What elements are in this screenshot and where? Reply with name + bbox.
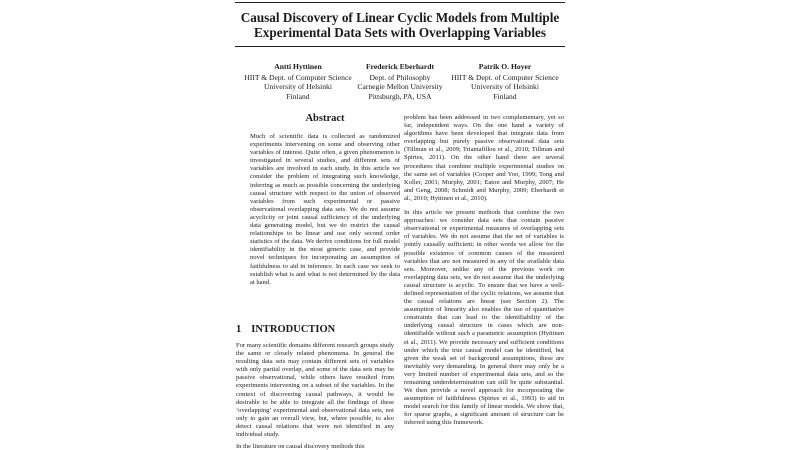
title-line-1: Causal Discovery of Linear Cyclic Models from Multiple [240,10,560,25]
author-name: Patrik O. Hoyer [478,62,532,71]
author-name: Antti Hyttinen [274,62,322,71]
author-affiliation: Finland [286,91,310,101]
section-number: 1 [236,324,242,335]
intro-text [236,342,394,450]
right-column [404,114,564,434]
author-affiliation: Carnegie Mellon University [357,82,443,91]
author-name: Frederick Eberhardt [366,62,434,71]
title-rule-bottom [235,46,565,47]
author-affiliation: HIIT & Dept. of Computer Science [244,72,352,82]
title-rule-top [235,2,565,3]
abstract-text: Much of scientific data is collected as randomized experiments intervening on some and observing other variables of interest. Quite often, a given phenomenon is investigated in several studies, and different sets of variables are involved in each study. In this article we consider the problem of integrating such knowledge, inferring as much as possible concerning the underlying causal structure with respect to the union of observed variables from such experimental or passive observational overlapping data sets. We do not assume acyclicity or joint causal sufficiency of the underlying data generating model, but we do restrict the causal relationships to be linear and use only second order statistics of the data. We derive conditions for full model identifiability in the most generic case, and provide novel techniques for incorporating an assumption of faithfulness to aid in inference. In each case we seek to establish what is and what is not determined by the data at hand. [250,133,400,286]
section-title: INTRODUCTION [251,324,336,335]
author-affiliation: Dept. of Philosophy [369,72,431,82]
abstract-heading: Abstract [305,113,345,124]
author-affiliation: HIIT & Dept. of Computer Science [451,72,559,82]
intro-paragraph: In the literature on causal discovery methods this [236,443,365,450]
body-paragraph: In this article we present methods that combine the two approaches: we consider data sets that contain passive observational or experimental measures of overlapping sets of variables. We do not assume that the set of variables is jointly causally sufficient; in other words we allow for the possible existence of common causes of the measured variables that are not measured in any of the available data sets. Moreover, unlike any of the previous work on overlapping data sets, we do not assume that the underlying causal structure is acyclic. To ensure that we have a well-defined representation of the cyclic relations, we assume that the causal relations are linear (see Section 2). The assumption of linearity also enables the use of quantitative constraints that can lead to the identifiability of the underlying causal structure in cases which are non-identifiable without such a parametric assumption (Hyttinen et al., 2011). We provide necessary and sufficient conditions under which the true causal model can be identified, but given the weak set of background assumptions, these are inevitably very demanding. In general there may only be a very limited number of experimental data sets, and so the remaining underdetermination can still be quite substantial. We then provide a novel approach for incorporating the assumption of faithfulness (Spirtes et al., 1993) to aid in model search for this family of linear models. We show that, for sparse graphs, a significant amount of structure can be inferred using this framework. [404,209,564,427]
author-affiliation: University of Helsinki [264,82,332,91]
author-affiliation: University of Helsinki [471,82,539,91]
title-line-2: Experimental Data Sets with Overlapping Variables [254,24,546,40]
intro-paragraph: For many scientific domains different research groups study the same or closely related phenomena. In general the resulting data sets may contain different sets of variables with only partial overlap, and some of the data sets may be passive observational, while others have resulted from experiments intervening on a subset of the variables. In the context of discovering causal pathways, it would be desirable to be able to integrate all the findings of these ‘overlapping’ experimental and observational data sets, not only to gain an overall view, but, where possible, to also detect causal relations that were not identified in any individual study. [236,342,394,439]
author-affiliation: Finland [493,91,517,101]
body-paragraph: problem has been addressed in two complementary, yet so far, independent ways. On the one hand a variety of algorithms have been developed that integrate data from overlapping but purely passive observational data sets (Tillman et al., 2009; Triantafillou et al., 2010; Tillman and Spirtes, 2011). On the other hand there are several procedures that combine multiple experimental studies on the same set of variables (Cooper and Yoo, 1999; Tong and Koller, 2001; Murphy, 2001; Eaton and Murphy, 2007; He and Geng, 2008; Schmidt and Murphy, 2009; Eberhardt et al., 2010; Hyttinen et al., 2010). [404,114,564,202]
author-affiliation: Pittsburgh, PA, USA [368,91,432,101]
author-block [430,62,580,101]
section-heading [236,324,335,335]
paper-title [0,11,800,40]
